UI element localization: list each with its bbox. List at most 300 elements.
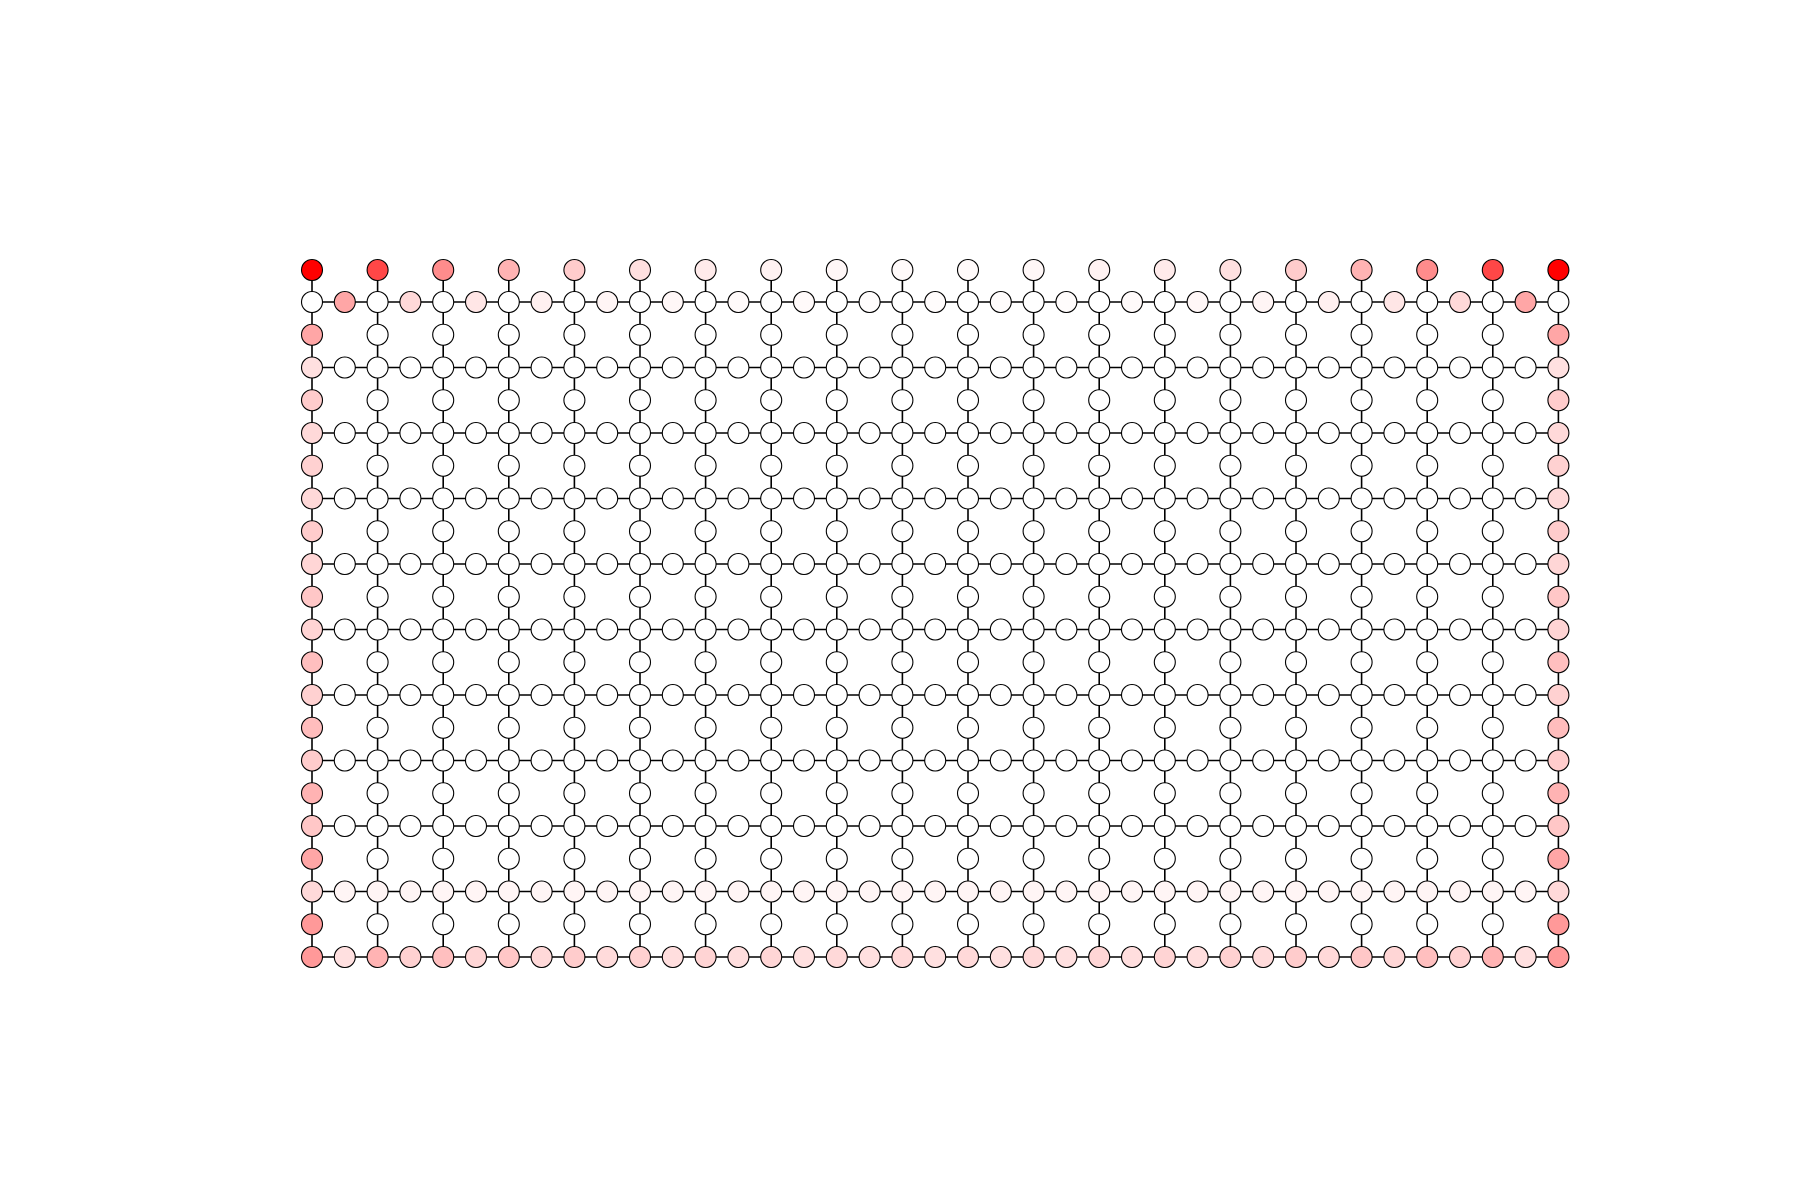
grid-midpoint-node [925,947,946,968]
grid-node [630,357,651,378]
column-midpoint-node [1351,586,1372,607]
grid-midpoint-node [1318,750,1339,771]
grid-midpoint-node [859,881,880,902]
grid-midpoint-node [1187,423,1208,444]
grid-node [1089,554,1110,575]
grid-midpoint-node [1253,947,1274,968]
grid-midpoint-node [531,947,552,968]
grid-midpoint-node [1384,947,1405,968]
grid-node [367,488,388,509]
column-midpoint-node [1220,455,1241,476]
grid-node [892,357,913,378]
grid-midpoint-node [925,554,946,575]
grid-midpoint-node [466,619,487,640]
grid-midpoint-node [1515,619,1536,640]
column-midpoint-node [302,586,323,607]
grid-node [1220,357,1241,378]
grid-node [630,423,651,444]
column-midpoint-node [826,390,847,411]
grid-midpoint-node [1122,685,1143,706]
grid-node [1154,357,1175,378]
grid-node [1023,816,1044,837]
grid-node [761,554,782,575]
grid-midpoint-node [794,357,815,378]
grid-midpoint-node [1450,423,1471,444]
grid-node [1417,357,1438,378]
column-midpoint-node [1220,783,1241,804]
grid-midpoint-node [1515,423,1536,444]
grid-midpoint-node [597,685,618,706]
grid-midpoint-node [597,750,618,771]
grid-midpoint-node [990,619,1011,640]
grid-midpoint-node [1318,554,1339,575]
column-midpoint-node [1548,848,1569,869]
spike-node [1154,260,1175,281]
grid-node [761,423,782,444]
column-midpoint-node [367,455,388,476]
grid-node [433,423,454,444]
column-midpoint-node [695,652,716,673]
column-midpoint-node [1351,717,1372,738]
column-midpoint-node [367,521,388,542]
grid-midpoint-node [466,816,487,837]
grid-node [1154,881,1175,902]
column-midpoint-node [1417,783,1438,804]
column-midpoint-node [892,717,913,738]
column-midpoint-node [695,455,716,476]
grid-midpoint-node [531,357,552,378]
grid-midpoint-node [1187,292,1208,313]
column-midpoint-node [1482,390,1503,411]
grid-midpoint-node [859,357,880,378]
column-midpoint-node [1220,914,1241,935]
column-midpoint-node [892,586,913,607]
grid-midpoint-node [1515,292,1536,313]
grid-node [498,750,519,771]
spike-node [1220,260,1241,281]
column-midpoint-node [1154,324,1175,345]
spike-node [958,260,979,281]
column-midpoint-node [433,521,454,542]
grid-node [761,816,782,837]
column-midpoint-node [1417,652,1438,673]
grid-node [433,947,454,968]
grid-midpoint-node [1187,947,1208,968]
grid-midpoint-node [334,619,355,640]
column-midpoint-node [1089,717,1110,738]
column-midpoint-node [433,586,454,607]
grid-node [1023,619,1044,640]
column-midpoint-node [1154,717,1175,738]
column-midpoint-node [498,652,519,673]
grid-midpoint-node [859,947,880,968]
column-midpoint-node [892,390,913,411]
column-midpoint-node [1220,521,1241,542]
column-midpoint-node [1023,521,1044,542]
grid-node [302,292,323,313]
grid-midpoint-node [662,423,683,444]
grid-node [1089,292,1110,313]
grid-midpoint-node [1187,881,1208,902]
grid-node [1482,947,1503,968]
grid-node [1089,750,1110,771]
column-midpoint-node [958,390,979,411]
column-midpoint-node [498,783,519,804]
grid-node [1417,881,1438,902]
grid-midpoint-node [1515,685,1536,706]
grid-node [1548,750,1569,771]
column-midpoint-node [367,586,388,607]
spike-node [1482,260,1503,281]
column-midpoint-node [302,390,323,411]
grid-midpoint-node [794,750,815,771]
graph-nodes [302,260,1569,968]
grid-midpoint-node [334,488,355,509]
grid-node [1286,685,1307,706]
grid-node [1154,947,1175,968]
grid-node [892,947,913,968]
grid-midpoint-node [1253,881,1274,902]
grid-node [695,554,716,575]
grid-midpoint-node [531,619,552,640]
grid-midpoint-node [1450,488,1471,509]
column-midpoint-node [958,324,979,345]
column-midpoint-node [761,521,782,542]
column-midpoint-node [826,586,847,607]
column-midpoint-node [498,586,519,607]
column-midpoint-node [892,455,913,476]
grid-node [302,554,323,575]
column-midpoint-node [1220,390,1241,411]
grid-node [826,423,847,444]
grid-midpoint-node [597,816,618,837]
spike-node [1023,260,1044,281]
column-midpoint-node [1548,783,1569,804]
column-midpoint-node [1351,652,1372,673]
grid-midpoint-node [794,619,815,640]
column-midpoint-node [892,848,913,869]
grid-midpoint-node [990,488,1011,509]
grid-node [1220,619,1241,640]
grid-midpoint-node [990,292,1011,313]
grid-node [630,292,651,313]
grid-midpoint-node [531,881,552,902]
grid-node [433,488,454,509]
column-midpoint-node [958,455,979,476]
grid-midpoint-node [990,947,1011,968]
grid-midpoint-node [859,488,880,509]
grid-node [1548,423,1569,444]
grid-midpoint-node [1056,881,1077,902]
column-midpoint-node [1023,717,1044,738]
grid-node [1351,685,1372,706]
grid-node [1351,947,1372,968]
column-midpoint-node [761,652,782,673]
grid-node [695,947,716,968]
column-midpoint-node [761,848,782,869]
grid-node [1286,816,1307,837]
grid-midpoint-node [1122,750,1143,771]
grid-node [761,292,782,313]
grid-midpoint-node [662,947,683,968]
column-midpoint-node [695,717,716,738]
grid-midpoint-node [794,423,815,444]
grid-node [695,292,716,313]
grid-midpoint-node [1384,488,1405,509]
grid-midpoint-node [1318,619,1339,640]
grid-node [958,881,979,902]
column-midpoint-node [1089,455,1110,476]
grid-node [1089,619,1110,640]
column-midpoint-node [1482,783,1503,804]
column-midpoint-node [826,717,847,738]
grid-midpoint-node [466,750,487,771]
column-midpoint-node [1154,783,1175,804]
grid-node [1286,357,1307,378]
grid-node [1220,292,1241,313]
grid-node [630,488,651,509]
grid-node [826,881,847,902]
grid-midpoint-node [1056,816,1077,837]
grid-node [302,816,323,837]
column-midpoint-node [1351,324,1372,345]
grid-node [433,881,454,902]
column-midpoint-node [367,390,388,411]
column-midpoint-node [892,521,913,542]
grid-node [302,947,323,968]
grid-node [302,488,323,509]
grid-node [1089,357,1110,378]
column-midpoint-node [1023,914,1044,935]
column-midpoint-node [958,717,979,738]
column-midpoint-node [302,652,323,673]
column-midpoint-node [892,914,913,935]
grid-midpoint-node [1122,423,1143,444]
spike-node [1417,260,1438,281]
grid-midpoint-node [334,816,355,837]
grid-node [1023,357,1044,378]
grid-node [1023,685,1044,706]
column-midpoint-node [1548,717,1569,738]
grid-node [630,685,651,706]
column-midpoint-node [433,324,454,345]
grid-midpoint-node [662,816,683,837]
grid-midpoint-node [334,685,355,706]
grid-node [564,357,585,378]
grid-node [826,554,847,575]
column-midpoint-node [630,521,651,542]
grid-midpoint-node [466,292,487,313]
grid-node [1351,292,1372,313]
column-midpoint-node [826,324,847,345]
grid-node [826,816,847,837]
grid-midpoint-node [1122,881,1143,902]
grid-node [1154,488,1175,509]
grid-node [433,750,454,771]
grid-midpoint-node [1515,881,1536,902]
grid-node [1351,357,1372,378]
grid-midpoint-node [466,423,487,444]
grid-midpoint-node [1056,750,1077,771]
grid-node [826,685,847,706]
column-midpoint-node [367,783,388,804]
column-midpoint-node [695,521,716,542]
column-midpoint-node [1023,783,1044,804]
grid-midpoint-node [1450,685,1471,706]
grid-midpoint-node [400,357,421,378]
grid-node [1351,816,1372,837]
grid-midpoint-node [1384,750,1405,771]
grid-node [1482,488,1503,509]
grid-midpoint-node [531,423,552,444]
grid-node [1220,947,1241,968]
column-midpoint-node [498,324,519,345]
grid-midpoint-node [728,554,749,575]
grid-node [1023,488,1044,509]
grid-node [1286,488,1307,509]
column-midpoint-node [1286,455,1307,476]
grid-midpoint-node [859,292,880,313]
column-midpoint-node [1417,455,1438,476]
grid-node [1482,685,1503,706]
grid-midpoint-node [466,881,487,902]
grid-midpoint-node [1056,423,1077,444]
grid-midpoint-node [334,881,355,902]
grid-node [958,357,979,378]
grid-midpoint-node [1318,488,1339,509]
column-midpoint-node [302,455,323,476]
grid-node [1417,816,1438,837]
grid-midpoint-node [990,881,1011,902]
grid-midpoint-node [925,423,946,444]
spike-node [564,260,585,281]
column-midpoint-node [1154,455,1175,476]
column-midpoint-node [1482,914,1503,935]
grid-midpoint-node [531,750,552,771]
column-midpoint-node [1482,717,1503,738]
grid-midpoint-node [859,685,880,706]
grid-midpoint-node [466,488,487,509]
grid-node [1417,292,1438,313]
grid-midpoint-node [1384,881,1405,902]
grid-node [1220,750,1241,771]
grid-midpoint-node [1253,816,1274,837]
grid-midpoint-node [728,488,749,509]
column-midpoint-node [1351,390,1372,411]
grid-midpoint-node [334,750,355,771]
grid-midpoint-node [531,554,552,575]
grid-midpoint-node [925,292,946,313]
grid-node [302,423,323,444]
column-midpoint-node [1023,586,1044,607]
grid-midpoint-node [466,947,487,968]
grid-node [1089,423,1110,444]
grid-midpoint-node [334,947,355,968]
grid-node [1220,488,1241,509]
grid-node [498,554,519,575]
grid-node [892,554,913,575]
column-midpoint-node [1286,914,1307,935]
grid-midpoint-node [728,750,749,771]
grid-node [1286,554,1307,575]
grid-midpoint-node [662,750,683,771]
grid-node [1154,816,1175,837]
column-midpoint-node [1089,848,1110,869]
grid-midpoint-node [662,619,683,640]
grid-midpoint-node [466,685,487,706]
column-midpoint-node [367,848,388,869]
grid-node [958,423,979,444]
grid-node [892,881,913,902]
grid-node [564,947,585,968]
grid-midpoint-node [728,881,749,902]
column-midpoint-node [498,717,519,738]
column-midpoint-node [1089,586,1110,607]
grid-node [1351,488,1372,509]
grid-node [564,881,585,902]
grid-midpoint-node [662,554,683,575]
column-midpoint-node [1482,455,1503,476]
grid-node [1548,488,1569,509]
grid-node [564,488,585,509]
grid-midpoint-node [794,488,815,509]
column-midpoint-node [1023,652,1044,673]
spike-node [695,260,716,281]
grid-midpoint-node [1253,488,1274,509]
grid-node [892,292,913,313]
column-midpoint-node [564,783,585,804]
column-midpoint-node [498,914,519,935]
grid-node [1023,423,1044,444]
grid-midpoint-node [925,357,946,378]
grid-midpoint-node [1450,357,1471,378]
column-midpoint-node [1482,586,1503,607]
grid-midpoint-node [859,554,880,575]
column-midpoint-node [630,652,651,673]
column-midpoint-node [1417,586,1438,607]
grid-node [1154,423,1175,444]
spike-node [433,260,454,281]
grid-node [1154,619,1175,640]
grid-midpoint-node [466,357,487,378]
column-midpoint-node [1220,586,1241,607]
grid-node [498,881,519,902]
grid-midpoint-node [990,357,1011,378]
grid-node [1023,292,1044,313]
grid-node [1548,357,1569,378]
grid-node [498,423,519,444]
grid-node [1548,619,1569,640]
grid-node [498,816,519,837]
grid-midpoint-node [1253,685,1274,706]
grid-node [1482,554,1503,575]
grid-node [1482,619,1503,640]
column-midpoint-node [1482,848,1503,869]
grid-midpoint-node [1384,816,1405,837]
column-midpoint-node [367,717,388,738]
grid-node [1154,292,1175,313]
grid-node [433,685,454,706]
grid-midpoint-node [400,554,421,575]
grid-midpoint-node [400,750,421,771]
column-midpoint-node [826,914,847,935]
grid-node [826,357,847,378]
grid-node [1351,619,1372,640]
grid-midpoint-node [662,357,683,378]
column-midpoint-node [1089,521,1110,542]
grid-node [630,619,651,640]
column-midpoint-node [630,586,651,607]
